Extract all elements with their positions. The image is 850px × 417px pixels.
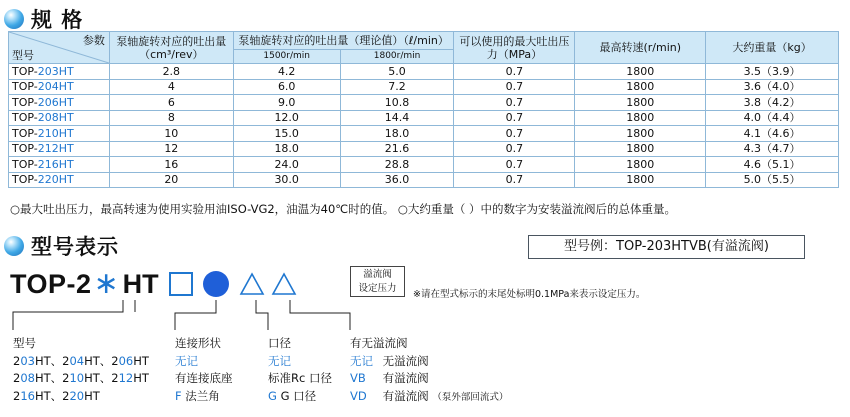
code-bracket-lines — [0, 297, 420, 333]
model-segment: HT、2 — [84, 353, 119, 368]
model-segment: 16 — [20, 388, 35, 403]
table-row — [9, 141, 839, 157]
model-segment: 2 — [13, 353, 21, 368]
header-discharge: 泵轴旋转对应的吐出量（理论值）（ℓ/min） — [233, 32, 454, 50]
pressure-cell: 0.7 — [454, 95, 575, 111]
speed-cell: 1800 — [575, 110, 706, 126]
relief-opt1 — [350, 353, 508, 371]
spec-title-text: 规 格 — [31, 8, 84, 32]
discharge-1500-cell: 30.0 — [233, 172, 340, 188]
header-speed: 最高转速(r/min) — [575, 32, 706, 64]
port-legend-column — [268, 335, 332, 405]
model-cell — [9, 64, 110, 80]
displacement-cell: 20 — [109, 172, 233, 188]
displacement-cell: 8 — [109, 110, 233, 126]
connection-square-icon — [169, 272, 193, 296]
model-segment: 06 — [118, 353, 134, 368]
model-prefix: TOP- — [12, 142, 38, 156]
model-code: 210HT — [37, 126, 74, 140]
speed-cell: 1800 — [575, 79, 706, 95]
relief-triangle-icon — [239, 271, 265, 297]
pressure-cell: 0.7 — [454, 126, 575, 142]
model-legend-column — [13, 335, 149, 405]
spec-note: ○最大吐出压力，最高转速为使用实验用油ISO-VG2，油温为40℃时的值。 ○大约重量（ ）中的数字为安装溢流阀后的总体重量。 — [10, 202, 677, 216]
connection-opt1: 无记 — [175, 353, 198, 368]
weight-cell: 4.6（5.1） — [706, 157, 839, 173]
weight-cell: 3.6（4.0） — [706, 79, 839, 95]
relief-title: 有无溢流阀 — [350, 336, 408, 350]
port-opt3 — [268, 388, 332, 406]
displacement-cell: 10 — [109, 126, 233, 142]
pressure-cell: 0.7 — [454, 110, 575, 126]
model-segment: 08 — [20, 371, 35, 385]
pressure-cell: 0.7 — [454, 157, 575, 173]
discharge-1800-cell: 14.4 — [340, 110, 454, 126]
displacement-cell: 4 — [109, 79, 233, 95]
model-segment: HT — [133, 371, 149, 385]
header-1800: 1800r/min — [340, 50, 454, 64]
table-corner-header — [9, 32, 110, 64]
table-row — [9, 64, 839, 80]
model-segment: 2 — [13, 388, 21, 403]
header-weight: 大约重量（kg） — [706, 32, 839, 64]
model-code: 220HT — [37, 173, 74, 187]
model-cell — [9, 172, 110, 188]
code-ht: HT — [122, 268, 159, 299]
weight-cell: 5.0（5.5） — [706, 172, 839, 188]
speed-cell: 1800 — [575, 141, 706, 157]
setbox-line1: 溢流阀 — [363, 269, 392, 280]
displacement-cell: 6 — [109, 95, 233, 111]
relief-opt2-text: 有溢流阀 — [382, 371, 429, 385]
discharge-1800-cell: 28.8 — [340, 157, 454, 173]
model-col-title: 型号 — [13, 336, 36, 350]
discharge-1800-cell: 10.8 — [340, 95, 454, 111]
model-example-box: 型号例：TOP-203HTVB(有溢流阀) — [528, 235, 805, 259]
model-segment: 10 — [69, 371, 85, 385]
connection-opt2: 有连接底座 — [175, 371, 233, 385]
setbox-line2: 设定压力 — [358, 283, 397, 294]
weight-cell: 4.1（4.6） — [706, 126, 839, 142]
relief-opt3-code: VD — [350, 388, 367, 403]
discharge-1500-cell: 6.0 — [233, 79, 340, 95]
model-title-text: 型号表示 — [31, 235, 119, 259]
speed-cell: 1800 — [575, 95, 706, 111]
pressure-cell: 0.7 — [454, 172, 575, 188]
discharge-1500-cell: 18.0 — [233, 141, 340, 157]
port-title: 口径 — [268, 336, 291, 350]
model-code: 208HT — [37, 111, 74, 125]
model-cell — [9, 141, 110, 157]
relief-opt3-text: 有溢流阀 — [382, 388, 429, 403]
connection-opt3 — [175, 388, 233, 406]
connection-opt3-text: 法兰角 — [185, 388, 220, 403]
relief-opt1-text: 无溢流阀 — [382, 353, 429, 368]
model-list-line — [13, 353, 149, 371]
model-cell — [9, 157, 110, 173]
header-displacement: 泵轴旋转对应的吐出量（cm³/rev） — [109, 32, 233, 64]
discharge-1800-cell: 21.6 — [340, 141, 454, 157]
model-prefix: TOP- — [12, 95, 38, 109]
spec-section-title — [4, 4, 83, 34]
model-prefix: TOP- — [12, 111, 38, 125]
pressure-triangle-icon — [271, 271, 297, 297]
model-code: 206HT — [37, 95, 74, 109]
port-circle-icon — [203, 271, 229, 297]
relief-opt3-note: （泵外部回流式） — [432, 391, 509, 403]
model-segment: HT、2 — [84, 371, 119, 385]
displacement-cell: 12 — [109, 141, 233, 157]
model-segment: 12 — [118, 371, 134, 385]
model-cell — [9, 79, 110, 95]
header-pressure: 可以使用的最大吐出压力（MPa） — [454, 32, 575, 64]
model-segment: 2 — [13, 371, 21, 385]
model-code: 204HT — [37, 80, 74, 94]
model-segment: 03 — [20, 353, 35, 368]
model-section-title — [4, 231, 119, 261]
relief-opt3 — [350, 388, 508, 406]
relief-opt2 — [350, 370, 508, 388]
model-prefix: TOP- — [12, 126, 38, 140]
weight-cell: 4.0（4.4） — [706, 110, 839, 126]
spec-table — [8, 31, 839, 188]
speed-cell: 1800 — [575, 172, 706, 188]
discharge-1500-cell: 15.0 — [233, 126, 340, 142]
connection-opt3-code: F — [175, 388, 182, 403]
pressure-cell: 0.7 — [454, 141, 575, 157]
model-segment: 20 — [69, 388, 85, 403]
table-row — [9, 95, 839, 111]
model-list-line — [13, 370, 149, 388]
model-segment: HT、2 — [34, 353, 70, 368]
model-prefix: TOP- — [12, 80, 38, 94]
port-opt3-code: G — [268, 388, 277, 403]
bullet-ball-icon — [4, 236, 24, 256]
model-segment: HT — [84, 388, 100, 403]
model-list-line — [13, 388, 149, 406]
model-segment: HT — [133, 353, 149, 368]
discharge-1800-cell: 36.0 — [340, 172, 454, 188]
relief-opt1-code: 无记 — [350, 353, 373, 368]
connection-title: 连接形状 — [175, 336, 221, 350]
weight-cell: 3.8（4.2） — [706, 95, 839, 111]
model-code: 212HT — [37, 142, 74, 156]
asterisk-note: ※请在型式标示的末尾处标明0.1MPa来表示设定压力。 — [413, 289, 646, 300]
table-row — [9, 126, 839, 142]
corner-param-label: 参数 — [82, 34, 105, 47]
discharge-1500-cell: 4.2 — [233, 64, 340, 80]
model-cell — [9, 126, 110, 142]
discharge-1500-cell: 9.0 — [233, 95, 340, 111]
model-code: 216HT — [37, 157, 74, 171]
weight-cell: 3.5（3.9） — [706, 64, 839, 80]
table-row — [9, 110, 839, 126]
corner-model-label: 型号 — [12, 49, 34, 62]
model-prefix: TOP- — [12, 173, 38, 187]
header-1500: 1500r/min — [233, 50, 340, 64]
model-code: 203HT — [37, 64, 74, 78]
speed-cell: 1800 — [575, 64, 706, 80]
speed-cell: 1800 — [575, 157, 706, 173]
model-prefix: TOP- — [12, 157, 38, 171]
relief-legend-column — [350, 335, 508, 405]
asterisk-icon: ∗ — [93, 266, 119, 301]
pressure-cell: 0.7 — [454, 64, 575, 80]
port-opt1: 无记 — [268, 353, 291, 368]
table-row — [9, 172, 839, 188]
speed-cell: 1800 — [575, 126, 706, 142]
weight-cell: 4.3（4.7） — [706, 141, 839, 157]
discharge-1800-cell: 7.2 — [340, 79, 454, 95]
discharge-1500-cell: 12.0 — [233, 110, 340, 126]
port-opt3-text: G 口径 — [280, 388, 317, 403]
discharge-1500-cell: 24.0 — [233, 157, 340, 173]
model-segment: HT、2 — [34, 388, 70, 403]
discharge-1800-cell: 18.0 — [340, 126, 454, 142]
model-cell — [9, 110, 110, 126]
discharge-1800-cell: 5.0 — [340, 64, 454, 80]
port-opt2: 标准Rc 口径 — [268, 371, 332, 385]
bullet-ball-icon — [4, 9, 24, 29]
displacement-cell: 2.8 — [109, 64, 233, 80]
table-row — [9, 157, 839, 173]
model-segment: HT、2 — [34, 371, 70, 385]
set-pressure-box — [350, 266, 405, 297]
displacement-cell: 16 — [109, 157, 233, 173]
connection-legend-column — [175, 335, 233, 405]
table-row — [9, 79, 839, 95]
pressure-cell: 0.7 — [454, 79, 575, 95]
code-prefix: TOP-2 — [10, 268, 92, 299]
model-cell — [9, 95, 110, 111]
model-segment: 04 — [69, 353, 85, 368]
model-prefix: TOP- — [12, 64, 38, 78]
relief-opt2-code: VB — [350, 371, 366, 385]
